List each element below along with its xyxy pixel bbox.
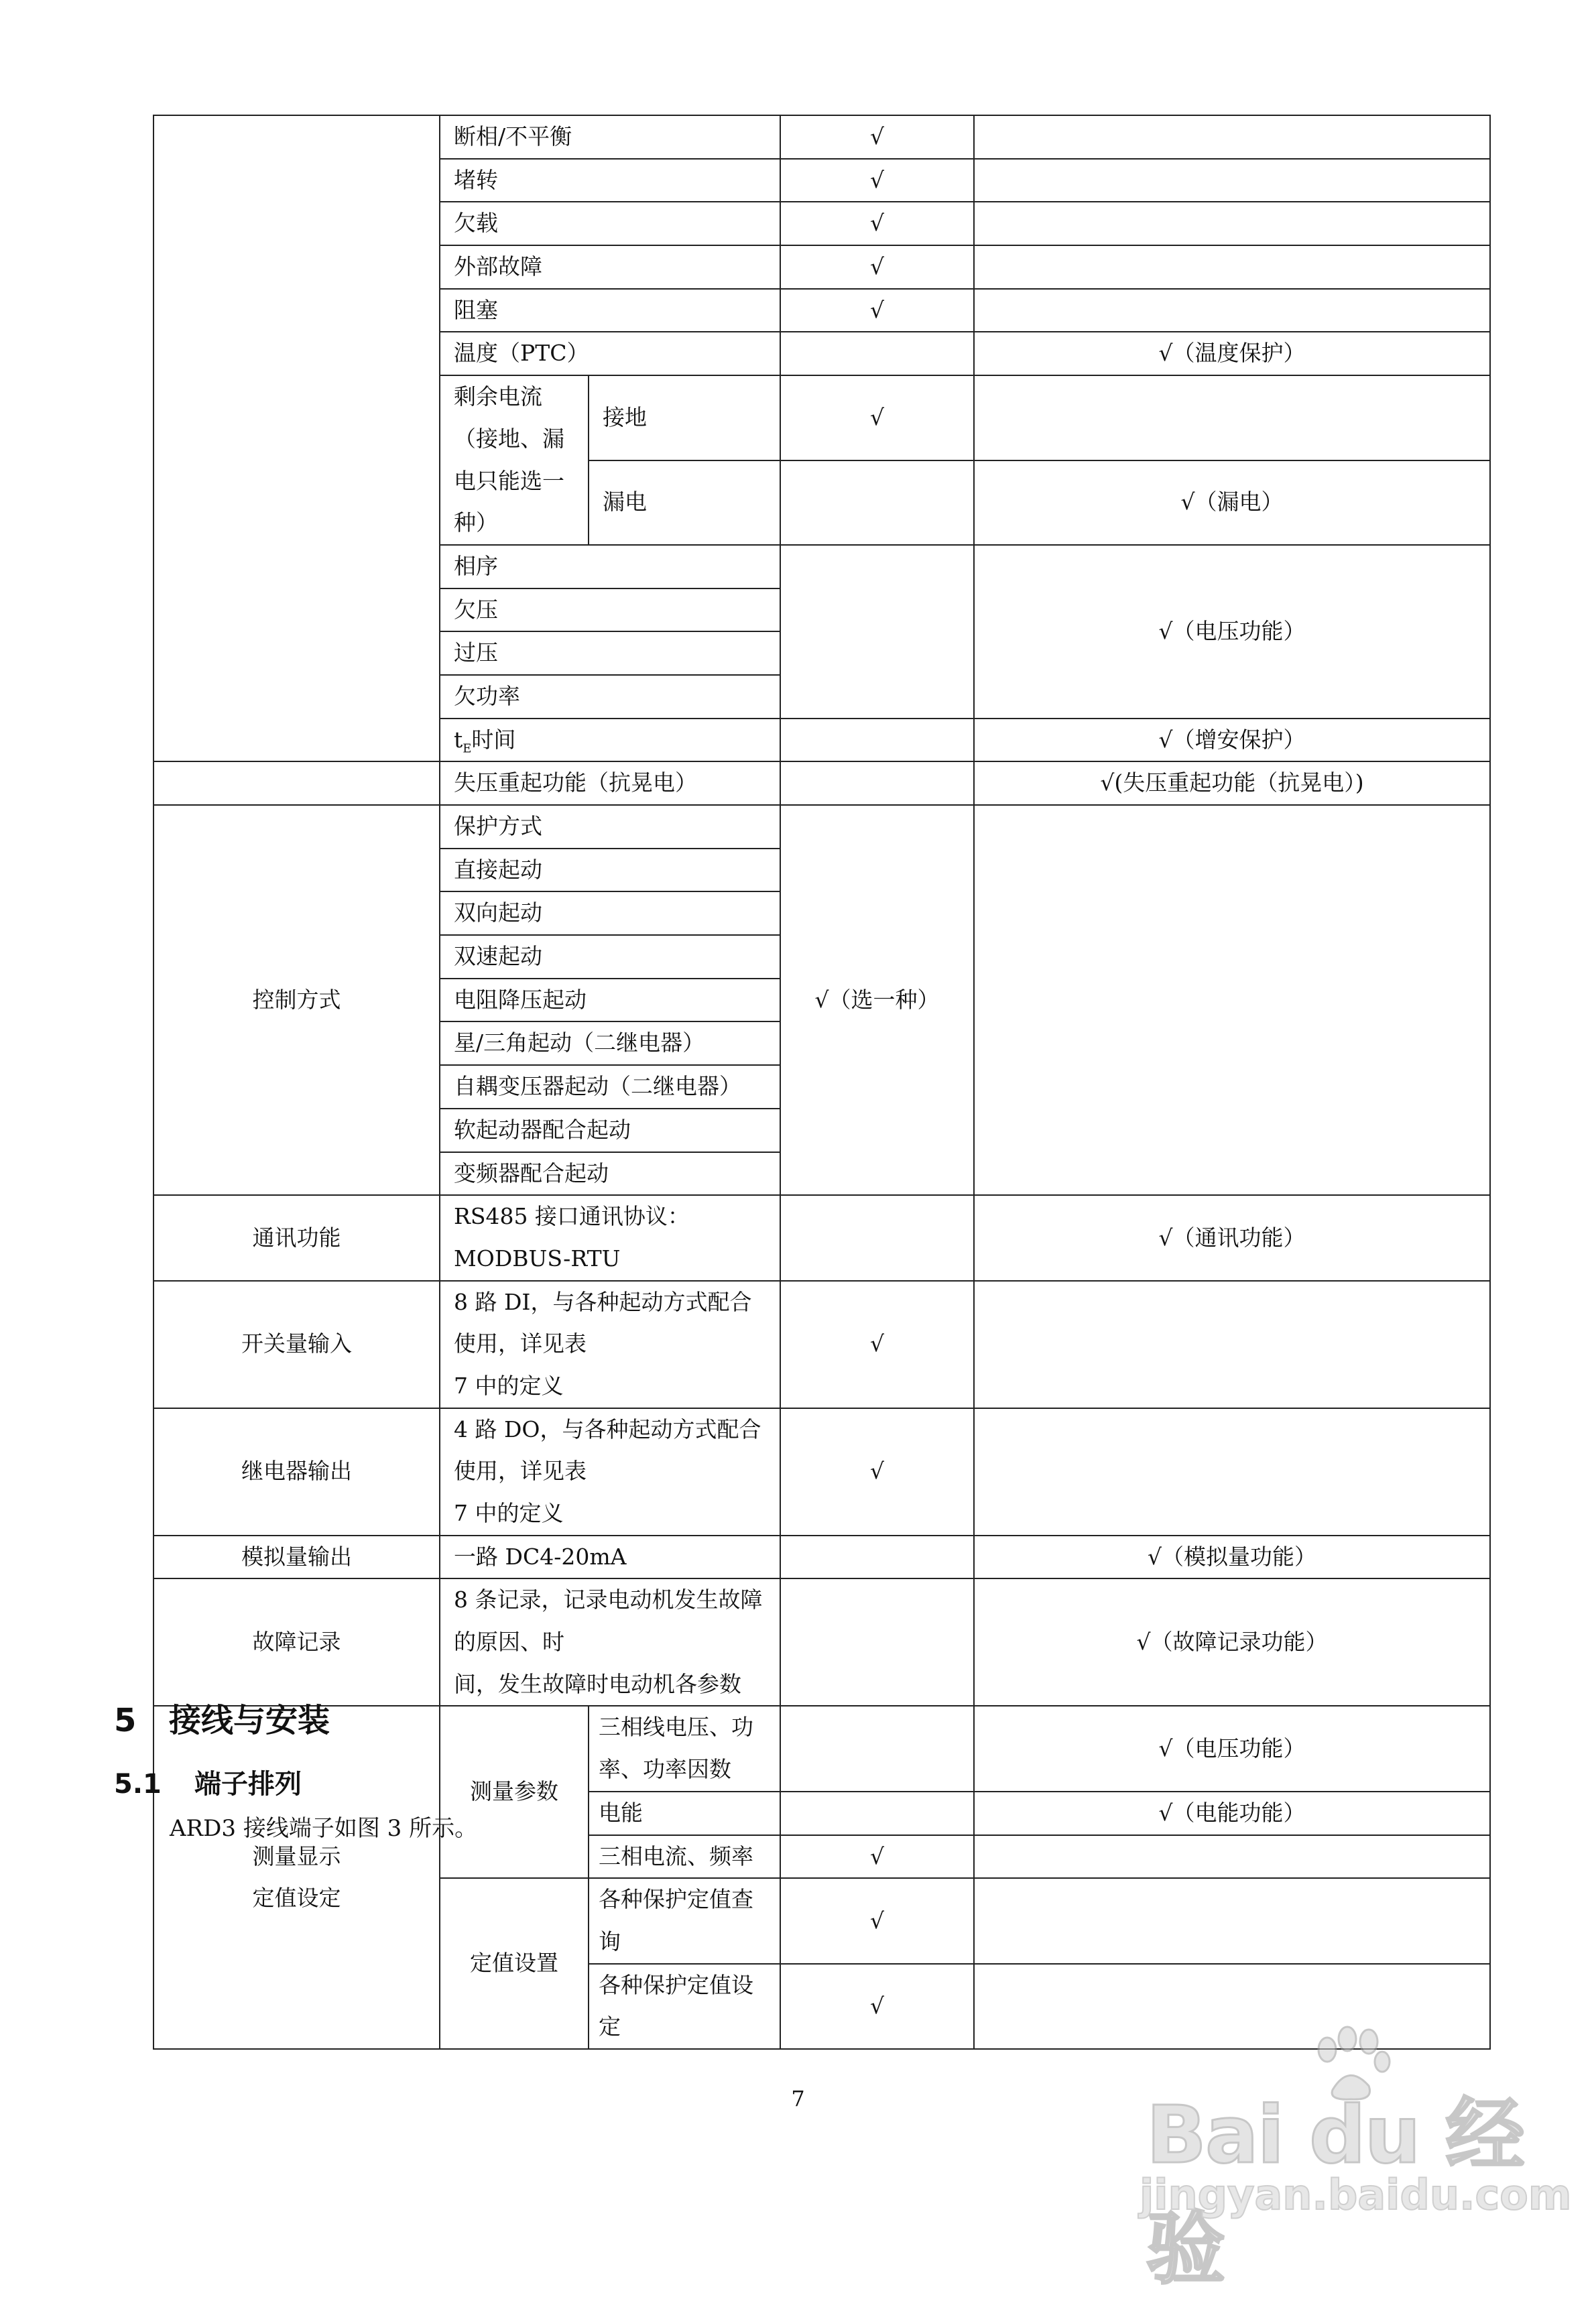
standard-cell <box>780 1195 974 1280</box>
section-title: 接线与安装 <box>169 1702 330 1739</box>
feature-name: 断相/不平衡 <box>440 115 780 159</box>
feature-desc: RS485 接口通讯协议：MODBUS-RTU <box>440 1195 780 1280</box>
optional-value: √（温度保护） <box>974 332 1490 375</box>
watermark-url: jingyan.baidu.com <box>1140 2170 1572 2219</box>
optional-cell <box>974 1408 1490 1536</box>
feature-name: 星/三角起动（二继电器） <box>440 1021 780 1065</box>
standard-check: √ <box>780 115 974 159</box>
optional-value: √（通讯功能） <box>974 1195 1490 1280</box>
table-row <box>154 1195 1490 1280</box>
feature-name: 自耦变压器起动（二继电器） <box>440 1065 780 1109</box>
optional-value: √（电压功能） <box>974 545 1490 719</box>
standard-cell <box>780 332 974 375</box>
category-digital-input: 开关量输入 <box>154 1281 440 1408</box>
optional-cell <box>974 289 1490 332</box>
table-row <box>154 1536 1490 1579</box>
category-measure-setting <box>154 1706 440 2049</box>
feature-name: 欠功率 <box>440 675 780 719</box>
optional-value: √（模拟量功能） <box>974 1536 1490 1579</box>
feature-name: 阻塞 <box>440 289 780 332</box>
standard-cell <box>780 545 974 719</box>
standard-check: √ <box>780 1835 974 1879</box>
table-row <box>154 115 1490 159</box>
feature-desc-digital-input <box>440 1281 780 1408</box>
watermark <box>1140 2024 1572 2295</box>
category-cell-protection-end <box>154 761 440 805</box>
desc-line-1: 4 路 DO，与各种起动方式配合使用，详见表 <box>454 1416 761 1485</box>
sub-feature-leakage: 漏电 <box>589 460 780 545</box>
table-row <box>154 1281 1490 1408</box>
feature-name: 外部故障 <box>440 245 780 289</box>
optional-value: √（增安保护） <box>974 719 1490 762</box>
optional-cell <box>974 115 1490 159</box>
optional-value: √(失压重起功能（抗晃电）) <box>974 761 1490 805</box>
standard-check: √ <box>780 1964 974 2049</box>
optional-cell <box>974 805 1490 1195</box>
feature-name: 相序 <box>440 545 780 588</box>
section-number: 5 <box>114 1702 137 1739</box>
desc-line-2: 7 中的定义 <box>454 1500 564 1526</box>
feature-desc-fault-record <box>440 1578 780 1706</box>
section-heading <box>114 1694 330 1741</box>
optional-cell <box>974 1281 1490 1408</box>
sub-category-setting: 定值设置 <box>440 1878 589 2049</box>
optional-cell <box>974 1878 1490 1963</box>
spec-table <box>153 115 1491 2050</box>
standard-cell <box>780 719 974 762</box>
optional-value: √（电能功能） <box>974 1792 1490 1835</box>
feature-name: 温度（PTC） <box>440 332 780 375</box>
optional-value: √（电压功能） <box>974 1706 1490 1791</box>
standard-cell <box>780 1578 974 1706</box>
residual-line-2: （接地、漏电只能选一种） <box>454 425 564 536</box>
category-communication: 通讯功能 <box>154 1195 440 1280</box>
table-row <box>154 1578 1490 1706</box>
optional-cell <box>974 159 1490 202</box>
category-relay-output: 继电器输出 <box>154 1408 440 1536</box>
feature-name: 三相电流、频率 <box>589 1835 780 1879</box>
feature-name: 软起动器配合起动 <box>440 1109 780 1152</box>
optional-value: √（故障记录功能） <box>974 1578 1490 1706</box>
watermark-brand: Bai du 经验 <box>1146 2089 1524 2295</box>
body-paragraph: ARD3 接线端子如图 3 所示。 <box>170 1815 478 1842</box>
optional-cell <box>974 202 1490 245</box>
category-line-2: 定值设定 <box>252 1885 341 1912</box>
standard-value: √（选一种） <box>780 805 974 1195</box>
feature-name: 变频器配合起动 <box>440 1152 780 1196</box>
feature-name: 各种保护定值设定 <box>589 1964 780 2049</box>
feature-name-residual-current <box>440 375 589 545</box>
feature-name-te-time <box>440 719 780 762</box>
optional-value: √（漏电） <box>974 460 1490 545</box>
table-row <box>154 761 1490 805</box>
standard-cell <box>780 1536 974 1579</box>
te-subscript: E <box>463 741 472 756</box>
feature-name: 双向起动 <box>440 891 780 935</box>
feature-name: 欠压 <box>440 588 780 632</box>
standard-check: √ <box>780 1408 974 1536</box>
standard-check: √ <box>780 375 974 460</box>
optional-cell <box>974 375 1490 460</box>
feature-name: 电能 <box>589 1792 780 1835</box>
standard-cell <box>780 1706 974 1791</box>
sub-feature-ground: 接地 <box>589 375 780 460</box>
feature-name: 三相线电压、功率、功率因数 <box>589 1706 780 1791</box>
feature-name: 各种保护定值查询 <box>589 1878 780 1963</box>
subsection-heading <box>114 1763 302 1801</box>
category-fault-record: 故障记录 <box>154 1578 440 1706</box>
te-t: t <box>454 726 463 753</box>
table-row <box>154 1706 1490 1791</box>
feature-name: 电阻降压起动 <box>440 979 780 1022</box>
standard-cell <box>780 1792 974 1835</box>
category-analog-output: 模拟量输出 <box>154 1536 440 1579</box>
table-row <box>154 805 1490 849</box>
feature-name: 双速起动 <box>440 935 780 979</box>
desc-line-2: 7 中的定义 <box>454 1372 564 1399</box>
sub-category-measure: 测量参数 <box>440 1706 589 1878</box>
feature-name: 失压重起功能（抗晃电） <box>440 761 780 805</box>
optional-cell <box>974 1835 1490 1879</box>
feature-desc: 一路 DC4-20mA <box>440 1536 780 1579</box>
optional-cell <box>974 245 1490 289</box>
standard-check: √ <box>780 289 974 332</box>
residual-line-1: 剩余电流 <box>454 383 542 410</box>
standard-check: √ <box>780 1281 974 1408</box>
standard-cell <box>780 761 974 805</box>
feature-desc-relay-output <box>440 1408 780 1536</box>
category-cell-protection <box>154 115 440 761</box>
category-line-1: 测量显示 <box>252 1843 341 1869</box>
standard-cell <box>780 460 974 545</box>
feature-name: 欠载 <box>440 202 780 245</box>
category-control-mode: 控制方式 <box>154 805 440 1195</box>
desc-line-2: 间，发生故障时电动机各参数 <box>454 1670 741 1697</box>
feature-name: 过压 <box>440 631 780 675</box>
standard-check: √ <box>780 202 974 245</box>
standard-check: √ <box>780 245 974 289</box>
standard-check: √ <box>780 159 974 202</box>
subsection-title: 端子排列 <box>194 1769 302 1800</box>
table-row <box>154 1408 1490 1536</box>
feature-name: 堵转 <box>440 159 780 202</box>
page-number: 7 <box>791 2086 805 2111</box>
te-rest: 时间 <box>471 726 516 753</box>
feature-name: 直接起动 <box>440 849 780 892</box>
desc-line-1: 8 条记录，记录电动机发生故障的原因、时 <box>454 1587 763 1656</box>
feature-name: 保护方式 <box>440 805 780 849</box>
standard-check: √ <box>780 1878 974 1963</box>
subsection-number: 5.1 <box>114 1769 162 1800</box>
desc-line-1: 8 路 DI，与各种起动方式配合使用，详见表 <box>454 1288 752 1357</box>
